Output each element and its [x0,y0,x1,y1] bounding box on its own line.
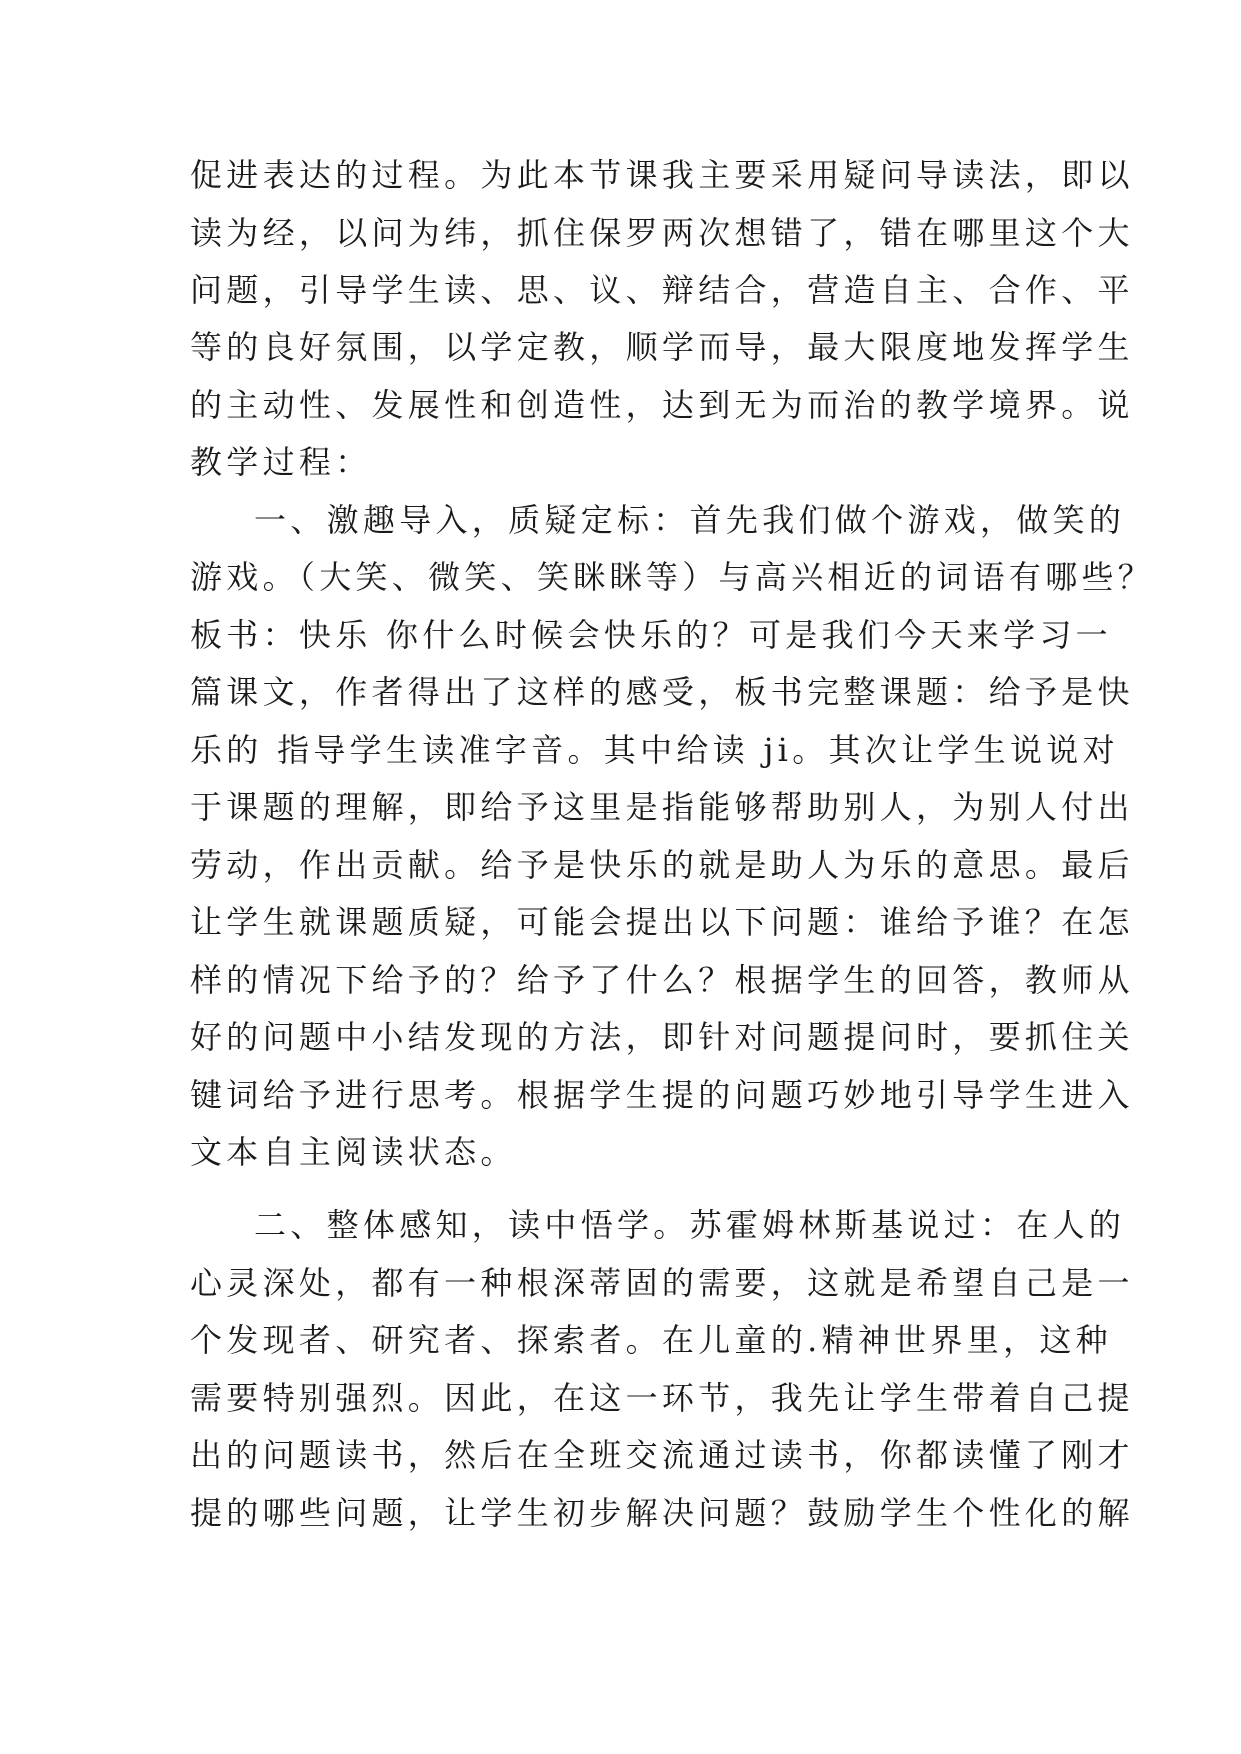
text-line: 样的情况下给予的？给予了什么？根据学生的回答，教师从 [190,961,1134,999]
text-line: 促进表达的过程。为此本节课我主要采用疑问导读法，即以 [190,156,1134,194]
text-line: 心灵深处，都有一种根深蒂固的需要，这就是希望自己是一 [190,1264,1134,1302]
text-line: 等的良好氛围，以学定教，顺学而导，最大限度地发挥学生 [190,328,1134,366]
text-line: 的主动性、发展性和创造性，达到无为而治的教学境界。说 [190,386,1134,424]
text-line: 问题，引导学生读、思、议、辩结合，营造自主、合作、平 [190,271,1134,309]
text-line: 好的问题中小结发现的方法，即针对问题提问时，要抓住关 [190,1018,1134,1056]
text-line: 提的哪些问题，让学生初步解决问题？鼓励学生个性化的解 [190,1494,1134,1532]
paragraph-heading: 一、激趣导入，质疑定标：首先我们做个游戏，做笑的 [254,501,1126,539]
text-line: 游戏。（大笑、微笑、笑眯眯等）与高兴相近的词语有哪些？ [190,558,1155,596]
text-line: 教学过程： [190,443,372,481]
text-line: 个发现者、研究者、探索者。在儿童的.精神世界里，这种 [190,1321,1112,1359]
text-line: 于课题的理解，即给予这里是指能够帮助别人，为别人付出 [190,788,1134,826]
text-line: 出的问题读书，然后在全班交流通过读书，你都读懂了刚才 [190,1436,1134,1474]
text-line: 键词给予进行思考。根据学生提的问题巧妙地引导学生进入 [190,1076,1134,1114]
text-line: 读为经，以问为纬，抓住保罗两次想错了，错在哪里这个大 [190,214,1134,252]
text-line: 需要特别强烈。因此，在这一环节，我先让学生带着自己提 [190,1379,1134,1417]
text-line: 乐的 指导学生读准字音。其中给读 ji。其次让学生说说对 [190,731,1119,769]
text-line: 板书：快乐 你什么时候会快乐的？可是我们今天来学习一 [190,616,1112,654]
text-line: 文本自主阅读状态。 [190,1133,517,1171]
paragraph-heading: 二、整体感知，读中悟学。苏霍姆林斯基说过：在人的 [254,1206,1126,1244]
text-line: 劳动，作出贡献。给予是快乐的就是助人为乐的意思。最后 [190,846,1134,884]
text-line: 篇课文，作者得出了这样的感受，板书完整课题：给予是快 [190,673,1134,711]
text-line: 让学生就课题质疑，可能会提出以下问题：谁给予谁？在怎 [190,903,1134,941]
